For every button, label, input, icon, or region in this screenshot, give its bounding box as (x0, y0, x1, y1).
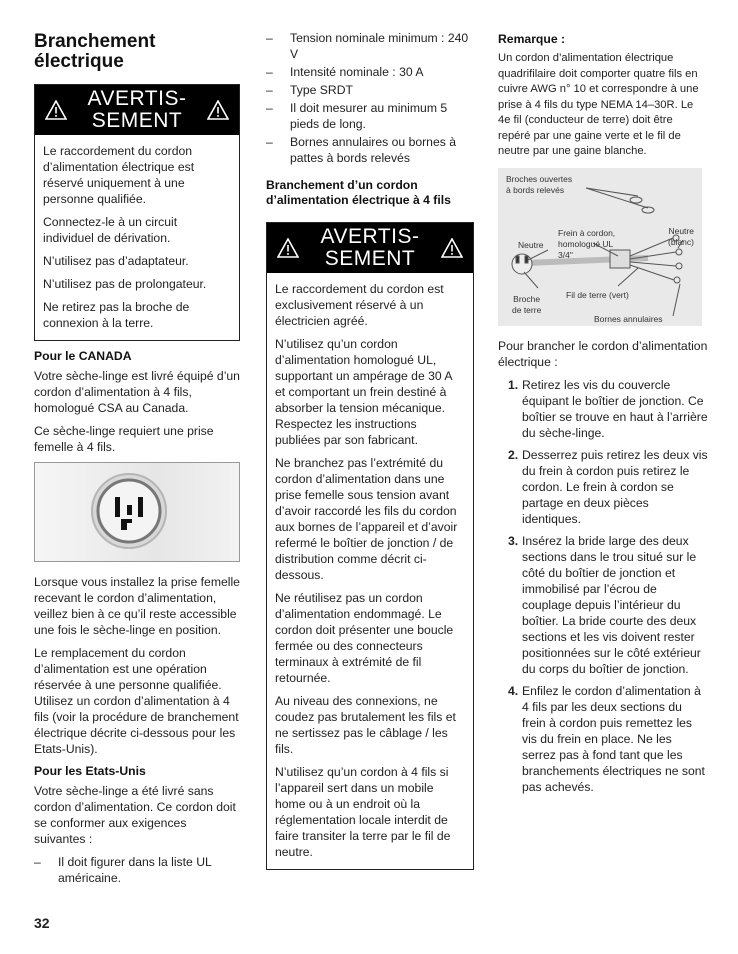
warning-paragraph: Ne branchez pas l’extrémité du cordon d’alimentation dans une prise femelle sous tension avant d’avoir raccordé les fils du cordon aux bornes de l’appareil et d’avoir refermé le boîtier de jonction / de distribution comme décrit ci-dessous. (275, 456, 458, 582)
body-paragraph: Pour brancher le cordon d’alimentation électrique : (498, 338, 708, 369)
warning-paragraph: Connectez-le à un circuit individuel de dérivation. (43, 215, 178, 245)
outlet-icon (35, 463, 239, 561)
body-paragraph: Ce sèche-linge requiert une prise femelle à 4 fils. (34, 424, 214, 454)
remark-heading: Remarque : (498, 32, 566, 46)
label-neutral-right: Neutre (blanc) (668, 225, 694, 247)
warning-paragraph: Ne retirez pas la broche de connexion à la terre. (43, 300, 190, 330)
warning-triangle-icon (207, 100, 229, 120)
outlet-image (34, 462, 240, 562)
right-column (498, 30, 708, 801)
step-item: 4. Enfilez le cordon d’alimentation à 4 fils par les deux sections du frein à cordon puis remettez les vis du frein en place. Ne les serrez pas à fond tant que les branchements électriques ne sont pas achevés. (508, 683, 705, 794)
cord-diagram (498, 168, 702, 326)
list-item: – Intensité nominale : 30 A (266, 65, 424, 79)
warning-triangle-icon (277, 238, 299, 258)
list-item: – Il doit mesurer au minimum 5 pieds de long. (266, 101, 448, 131)
label-ground-wire: Fil de terre (vert) (566, 289, 629, 300)
warning-paragraph: N’utilisez qu’un cordon à 4 fils si l’appareil sert dans un mobile home ou à un endroit où la réglementation locale interdit de faire transiter la terre par le fil de neutre. (275, 765, 451, 859)
requirements-list (266, 30, 474, 166)
steps-list (498, 377, 708, 795)
label-prongs: Broches ouvertes à bords relevés (506, 173, 573, 195)
requirements-list (34, 854, 240, 886)
left-column (34, 30, 240, 894)
warning-header (35, 85, 239, 135)
cord-heading: Branchement d’un cordon d’alimentation électrique à 4 fils (266, 178, 451, 207)
list-item: – Tension nominale minimum : 240 V (266, 31, 469, 61)
step-item: 3. Insérez la bride large des deux sections dans le trou situé sur le côté du boîtier de jonction et immobilisé par l’écrou de couplage depuis l’intérieur du boîtier. La bride courte des deux sections et les vis doivent rester positionnées sur le côté extérieur du corps du boîtier de jonction. (508, 533, 701, 676)
warning-paragraph: N’utilisez pas de prolongateur. (43, 277, 207, 291)
page-number: 32 (34, 915, 50, 931)
warning-paragraph: N’utilisez qu’un cordon d’alimentation homologué UL, supportant un ampérage de 30 A et comportant un frein destiné à absorber la tension mécanique. Respectez les instructions publiées par son fabricant. (275, 337, 452, 447)
list-item: – Il doit figurer dans la liste UL américaine. (34, 855, 212, 885)
warning-title: AVERTIS- SEMENT (87, 87, 187, 132)
step-item: 2. Desserrez puis retirez les deux vis du frein à cordon puis retirez le cordon. Le frein à cordon se partage en deux pièces identiques. (508, 447, 708, 526)
warning-title: AVERTIS- SEMENT (320, 225, 420, 270)
body-paragraph: Votre sèche-linge a été livré sans cordon d’alimentation. Ce cordon doit se conformer aux exigences suivantes : (34, 784, 236, 846)
warning-triangle-icon (441, 238, 463, 258)
warning-paragraph: N’utilisez pas d’adaptateur. (43, 254, 189, 268)
warning-paragraph: Le raccordement du cordon est exclusivement réservé à un électricien agréé. (275, 282, 444, 328)
us-heading: Pour les Etats-Unis (34, 764, 146, 778)
remark-text: Un cordon d’alimentation électrique quadrifilaire doit comporter quatre fils en cuivre AWG n° 10 et correspondre à une prise à 4 fils du type NEMA 14–30R. Le 4e fil (conducteur de terre) doit être repéré par une gaine verte et le fil de neutre par une gaine blanche. (498, 52, 699, 157)
warning-paragraph: Au niveau des connexions, ne coudez pas brutalement les fils et ne sertissez pas le câblage / les fils. (275, 694, 456, 756)
warning-triangle-icon (45, 100, 67, 120)
label-ground-pin: Broche de terre (512, 293, 542, 315)
body-paragraph: Le remplacement du cordon d’alimentation est une opération réservée à une personne qualifiée. Utilisez un cordon d’alimentation à 4 fils (voir la procédure de branchement électrique décrite ci-dessous pour les Etats-Unis). (34, 646, 239, 756)
canada-heading: Pour le CANADA (34, 349, 132, 363)
warning-body (267, 273, 473, 869)
section-title: Branchement électrique (34, 31, 156, 72)
label-ring-terminals: Bornes annulaires (594, 313, 663, 324)
warning-box (34, 84, 240, 341)
warning-paragraph: Ne réutilisez pas un cordon d’alimentation endommagé. Le cordon doit présenter une boucle fermée ou des connecteurs terminaux à extrémité de fil retournée. (275, 591, 454, 685)
list-item: – Bornes annulaires ou bornes à pattes à bords relevés (266, 135, 456, 165)
middle-column (266, 30, 474, 878)
body-paragraph: Votre sèche-linge est livré équipé d’un cordon d’alimentation à 4 fils, homologué CSA au Canada. (34, 369, 240, 415)
warning-header (267, 223, 473, 273)
warning-box (266, 222, 474, 870)
warning-body (35, 135, 239, 340)
warning-paragraph: Le raccordement du cordon d’alimentation électrique est réservé uniquement à une personne qualifiée. (43, 144, 195, 206)
list-item: – Type SRDT (266, 83, 353, 97)
label-strain-relief: Frein à cordon, homologué UL 3/4" (558, 227, 616, 260)
body-paragraph: Lorsque vous installez la prise femelle recevant le cordon d’alimentation, veillez bien à ce qu’il reste accessible une fois le sèche-linge en position. (34, 575, 240, 637)
label-neutral-left: Neutre (518, 239, 544, 250)
step-item: 1. Retirez les vis du couvercle équipant le boîtier de jonction. Ce boîtier se trouve en haut à l’arrière du sèche-linge. (508, 377, 708, 440)
